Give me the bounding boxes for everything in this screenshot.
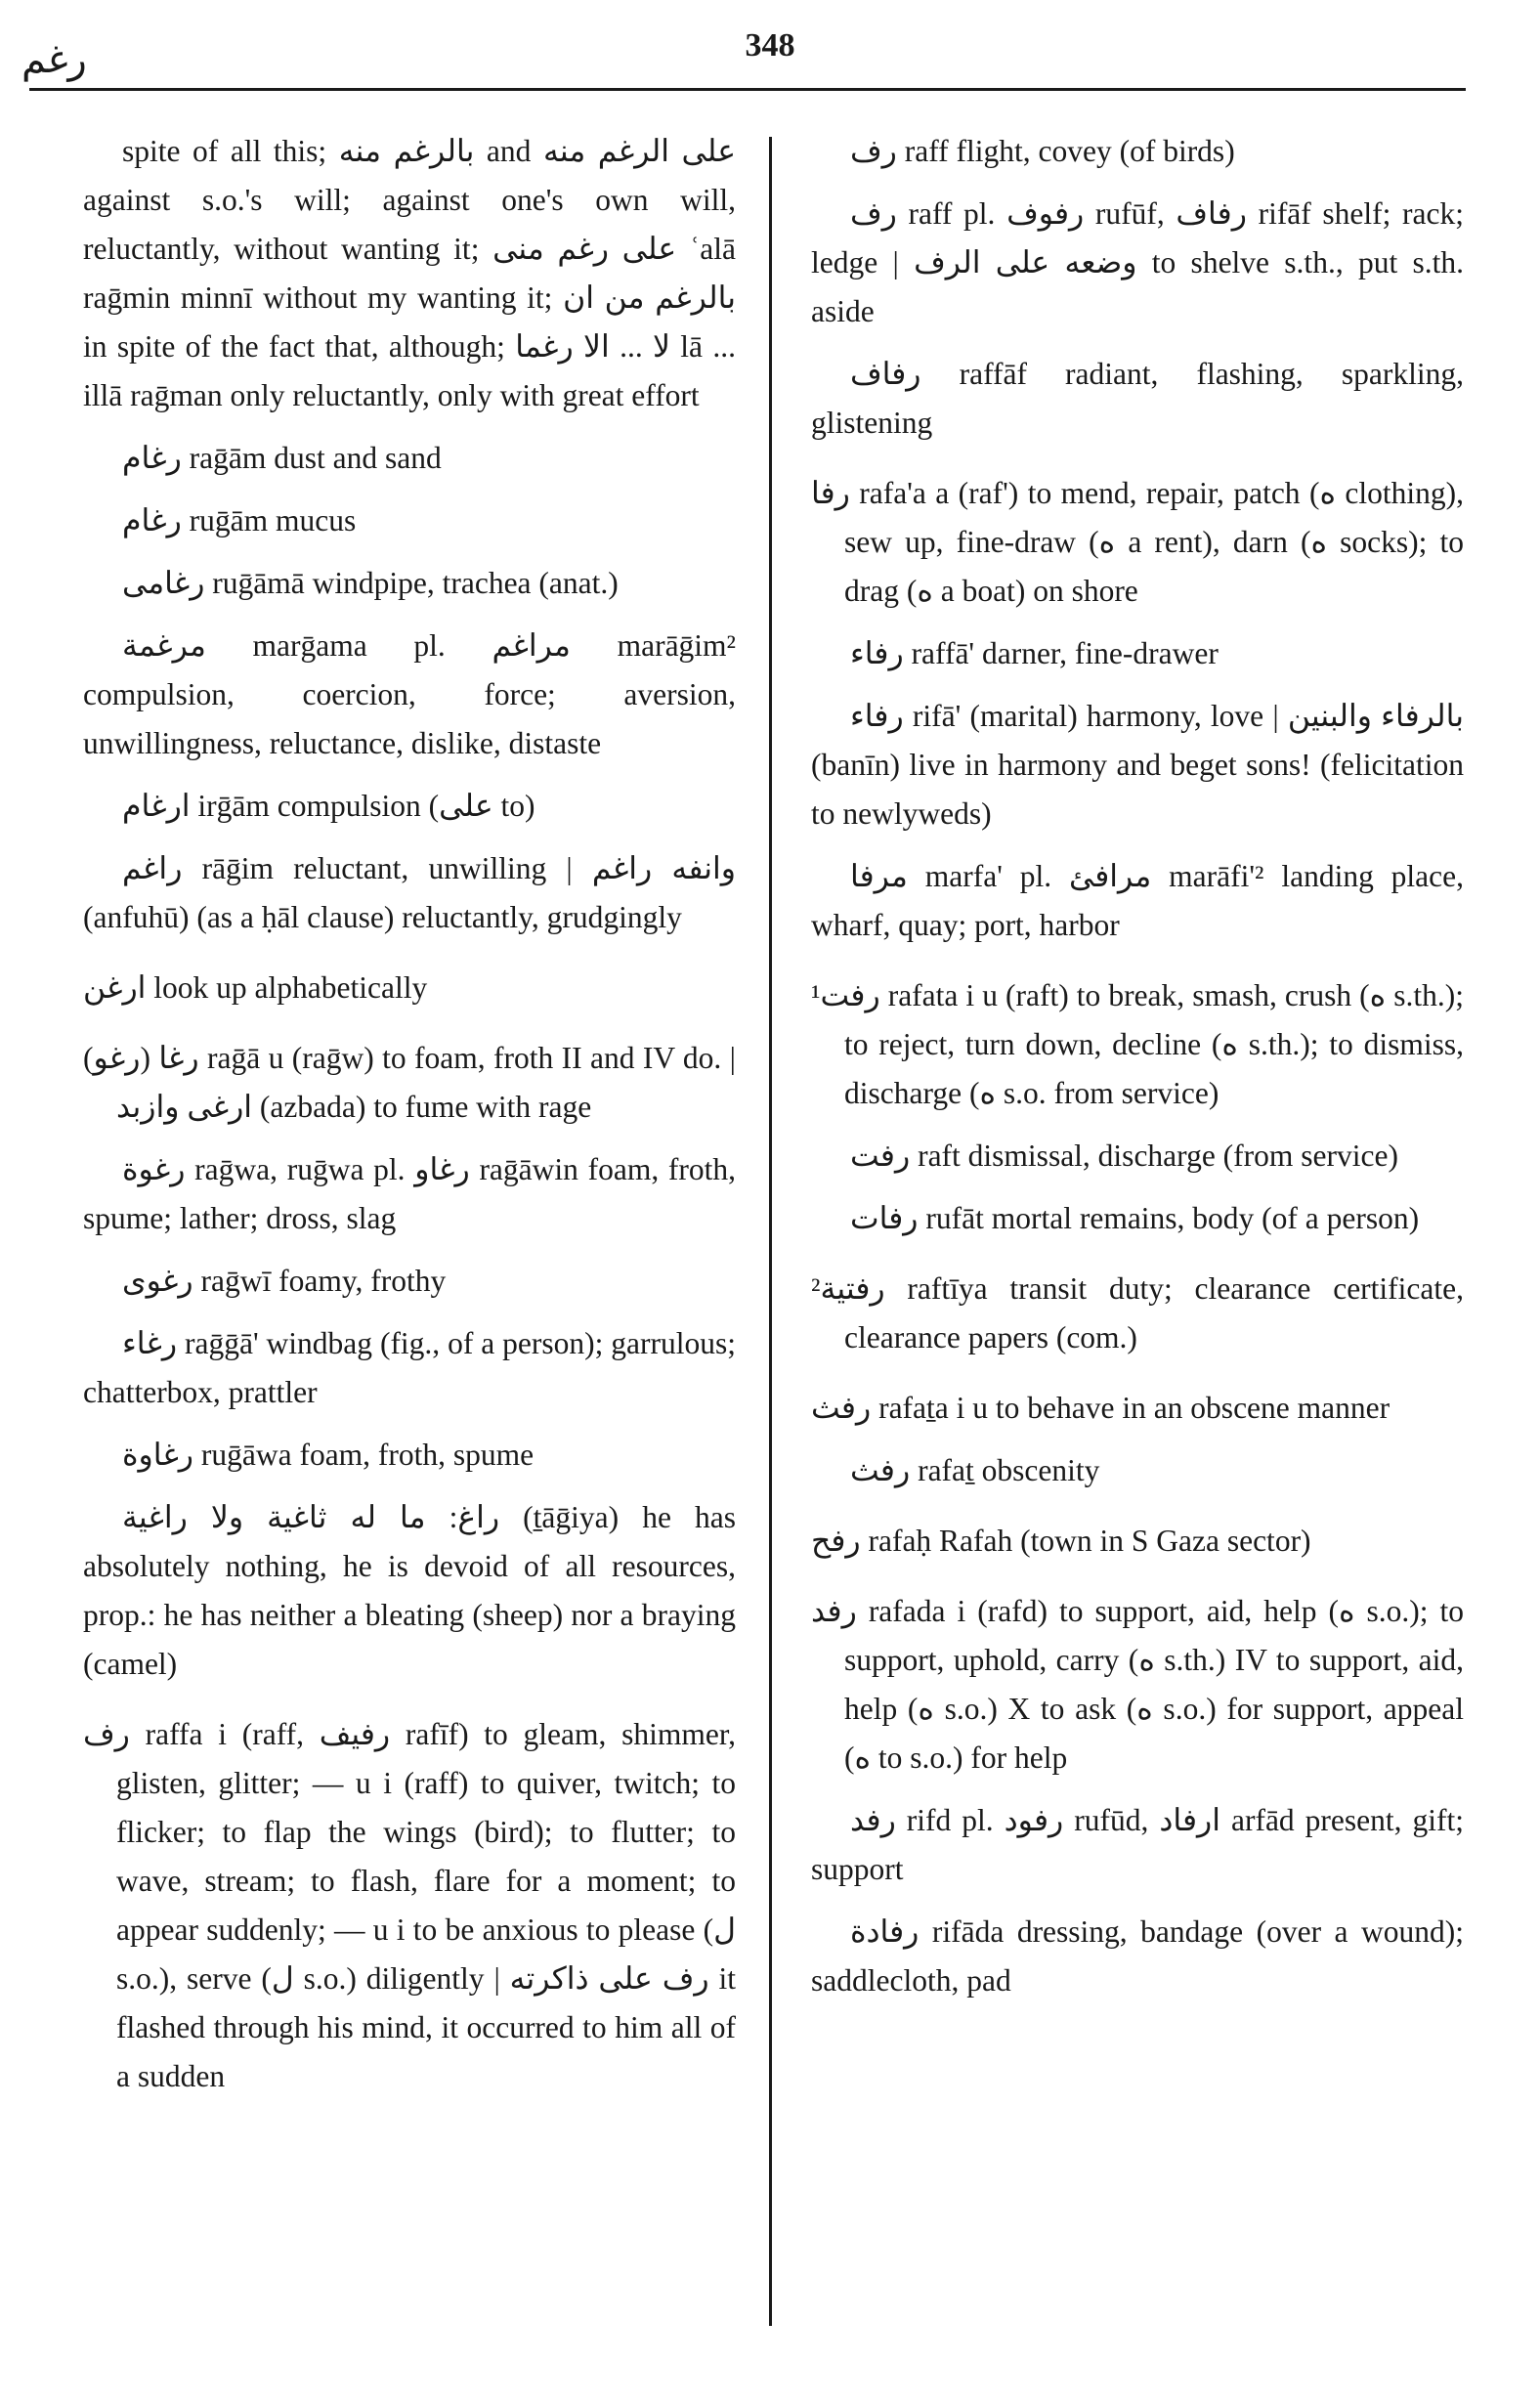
header-rule [29, 88, 1466, 91]
dictionary-subentry: رفث rafaṯ obscenity [850, 1453, 1100, 1487]
dictionary-subentry: رفاء raffā' darner, fine-drawer [850, 636, 1219, 670]
running-headword: رغم [21, 37, 87, 82]
dictionary-root-entry: رفا rafa'a a (raf') to mend, repair, patch (ه clothing), sew up, fine-draw (ه a rent), darn (ه socks); to drag (ه a boat) on shore [811, 476, 1464, 608]
dictionary-subentry: مرفا marfa' pl. مرافئ marāfi'² landing place, wharf, quay; port, harbor [811, 859, 1464, 942]
dictionary-root-entry: رف raffa i (raff, رفيف rafīf) to gleam, shimmer, glisten, glitter; — u i (raff) to quiver, twitch; to flicker; to flap the wings (bird); to flutter; to wave, stream; to flash, flare for a moment; to appear suddenly; — u i to be anxious to please (ل s.o.), serve (ل s.o.) diligently | رف على ذاكرته it flashed through his mind, it occurred to him all of a sudden [83, 1717, 737, 2093]
dictionary-subentry: رغوة raḡwa, ruḡwa pl. رغاو raḡāwin foam, froth, spume; lather; dross, slag [83, 1152, 737, 1235]
dictionary-root-entry: رفح rafaḥ Rafah (town in S Gaza sector) [811, 1524, 1311, 1558]
dictionary-subentry: رفات rufāt mortal remains, body (of a person) [850, 1201, 1420, 1235]
dictionary-subentry: رغوى raḡwī foamy, frothy [122, 1264, 447, 1298]
dictionary-root-entry: رغا (رغو) raḡā u (raḡw) to foam, froth II and IV do. | ارغى وازبد (azbada) to fume with rage [83, 1041, 736, 1124]
dictionary-subentry: رفاء rifā' (marital) harmony, love | بالرفاء والبنين (banīn) live in harmony and beget sons! (felicitation to newlyweds) [811, 699, 1464, 831]
dictionary-subentry: رفت raft dismissal, discharge (from service) [850, 1139, 1398, 1173]
dictionary-subentry: رفاف raffāf radiant, flashing, sparkling, glistening [811, 357, 1464, 440]
dictionary-root-entry: رفد rafada i (rafd) to support, aid, help (ه s.o.); to support, uphold, carry (ه s.th.) IV to support, aid, help (ه s.o.) X to ask (ه s.o.) for support, appeal (ه to s.o.) for help [811, 1594, 1465, 1775]
column-divider [769, 137, 772, 2326]
dictionary-subentry: spite of all this; بالرغم منه and على الرغم منه against s.o.'s will; against one's own will, reluctantly, without wanting it; على رغم منى ʿalā raḡmin minnī without my wanting it; بالرغم من ان in spite of the fact that, although; لا ... الا رغما lā ... illā raḡman only reluctantly, only with great effort [83, 134, 736, 412]
dictionary-subentry: راغم rāḡim reluctant, unwilling | وانفه راغم (anfuhū) (as a ḥāl clause) reluctantly, grudgingly [83, 851, 736, 934]
dictionary-subentry: رفد rifd pl. رفود rufūd, ارفاد arfād present, gift; support [811, 1803, 1464, 1886]
dictionary-subentry: راغ: ما له ثاغية ولا راغية (ṯāḡiya) he has absolutely nothing, he is devoid of all resources, prop.: he has neither a bleating (sheep) nor a braying (camel) [83, 1500, 736, 1681]
right-column [811, 127, 1464, 2019]
dictionary-subentry: رغام ruḡām mucus [122, 503, 357, 537]
dictionary-root-entry: رفث rafaṯa i u to behave in an obscene manner [811, 1391, 1390, 1425]
dictionary-root-entry: ¹رفت rafata i u (raft) to break, smash, crush (ه s.th.); to reject, turn down, decline (ه s.th.); to dismiss, discharge (ه s.o. from service) [811, 978, 1464, 1110]
left-column [83, 127, 736, 2115]
dictionary-subentry: مرغمة marḡama pl. مراغم marāḡim² compulsion, coercion, force; aversion, unwillingness, reluctance, dislike, distaste [83, 628, 736, 760]
page-number: 348 [745, 27, 795, 64]
dictionary-subentry: رف raff flight, covey (of birds) [850, 134, 1235, 168]
dictionary-subentry: رغامى ruḡāmā windpipe, trachea (anat.) [122, 566, 619, 600]
dictionary-root-entry: ارغن look up alphabetically [83, 970, 428, 1005]
dictionary-subentry: رغام raḡām dust and sand [122, 441, 442, 475]
page-header [0, 0, 1540, 107]
dictionary-subentry: رف raff pl. رفوف rufūf, رفاف rifāf shelf; rack; ledge | وضعه على الرف to shelve s.th., put s.th. aside [811, 196, 1464, 328]
dictionary-root-entry: ²رفتية raftīya transit duty; clearance certificate, clearance papers (com.) [811, 1271, 1464, 1354]
dictionary-subentry: رفادة rifāda dressing, bandage (over a wound); saddlecloth, pad [811, 1914, 1464, 1998]
dictionary-subentry: ارغام irḡām compulsion (على to) [122, 789, 535, 823]
dictionary-subentry: رغاء raḡḡā' windbag (fig., of a person); garrulous; chatterbox, prattler [83, 1326, 736, 1409]
dictionary-subentry: رغاوة ruḡāwa foam, froth, spume [122, 1438, 535, 1472]
